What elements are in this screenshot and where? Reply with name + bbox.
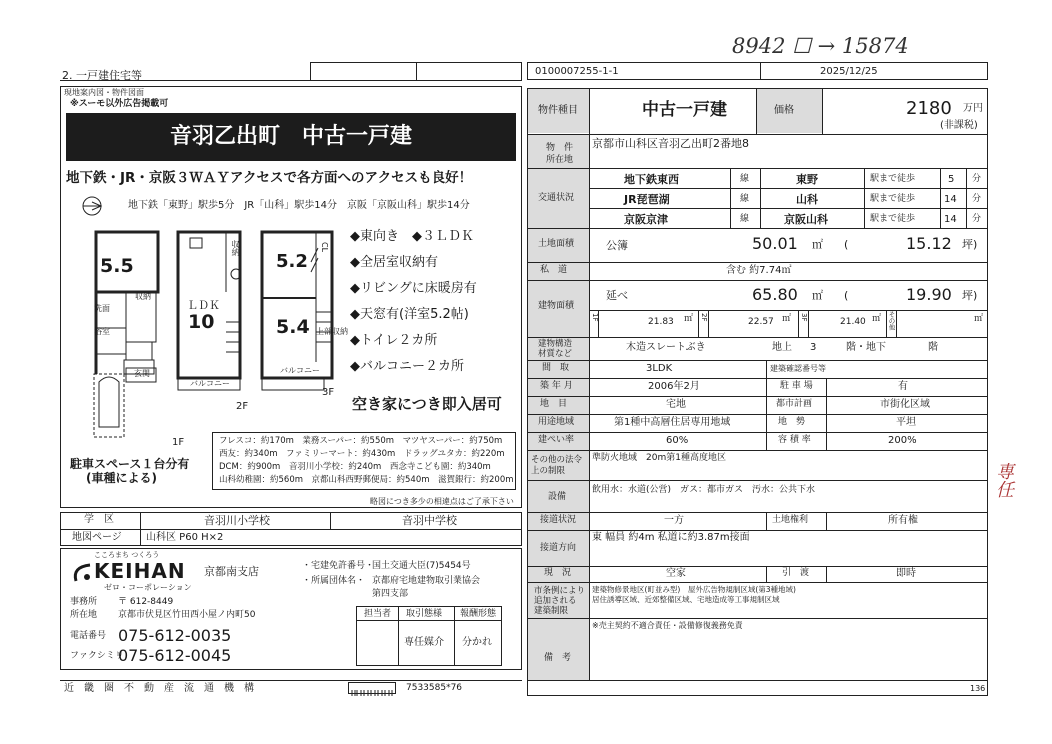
room-entrance: 玄関 — [134, 369, 150, 378]
footer-code: 7533585*76 — [406, 683, 463, 693]
structure-label: 建物構造 材質など — [538, 339, 573, 359]
line-name: JR琵琶湖 — [624, 193, 670, 206]
line-name: 地下鉄東西 — [624, 173, 679, 186]
station-name: 山科 — [796, 193, 818, 206]
min-unit: 分 — [972, 194, 982, 204]
building-area-sqm: 65.80 — [752, 285, 798, 304]
station-name: 京阪山科 — [784, 213, 828, 226]
floor-area-2f: 22.57 — [748, 317, 774, 327]
property-type: 中古一戸建 — [642, 100, 727, 120]
building-area-label: 建物面積 — [538, 301, 575, 311]
floor-1f: 1F — [172, 437, 185, 448]
room-wash: 洗面 — [94, 304, 110, 313]
layout-label: 間 取 — [542, 363, 570, 373]
direction-value: 東 幅員 約4m 私道に約3.87m接面 — [592, 532, 750, 543]
nearby-box — [212, 432, 516, 490]
floor-area-3f: 21.40 — [840, 317, 866, 327]
confirm-label: 建築確認番号等 — [770, 364, 826, 373]
handwritten-annotation: 8942 ☐ → 15874 — [732, 34, 909, 58]
floor-label-1f: 1F — [591, 313, 599, 322]
feature-item: ◆天窓有(洋室5.2帖) — [350, 307, 469, 322]
walk-minutes: 5 — [948, 174, 955, 185]
parking-label: 駐 車 場 — [780, 381, 813, 391]
office-address: 京都市伏見区竹田西小屋ノ内町50 — [118, 610, 256, 620]
ad-note-2: ※スーモ以外広告掲載可 — [70, 99, 169, 109]
sqm-unit: ㎡ — [872, 314, 882, 324]
feature-item: ◆東向き ◆３ＬＤＫ — [350, 229, 474, 244]
walk-minutes: 14 — [944, 214, 957, 225]
license-label: ・宅建免許番号・ — [302, 561, 375, 571]
terrain-label: 地 勢 — [778, 417, 806, 427]
nearby-line: 西友：約340m ファミリーマート：約430m ドラッグユタカ：約220m — [219, 449, 505, 459]
price-value: 2180 — [906, 98, 952, 119]
road-label: 接道状況 — [540, 515, 577, 525]
line-suffix: 線 — [740, 214, 750, 224]
walk-label: 駅まで徒歩 — [870, 194, 916, 204]
price-tax: (非課税) — [940, 120, 978, 131]
staff-label: 担当者 — [364, 609, 392, 619]
feature-item: ◆バルコニー２カ所 — [350, 359, 464, 374]
city-label: 都市計画 — [776, 399, 813, 409]
keihan-logo-icon — [70, 561, 94, 585]
compass-icon — [80, 194, 104, 218]
above-ground-label: 地上 — [772, 342, 792, 353]
structure-value: 木造スレートぶき — [626, 342, 706, 353]
map-note: 略図につき多少の相違点はご了承下さい — [370, 497, 514, 506]
floor-label-other: その他 — [887, 311, 896, 331]
nearby-line: 山科幼稚園：約560m 京都山科西野郵便局：約540m 滋賀銀行：約200m — [219, 475, 514, 485]
status-value: 空家 — [666, 568, 686, 579]
coverage-value: 60% — [666, 435, 689, 446]
price-label: 価格 — [774, 105, 794, 116]
ad-title: 音羽乙出町 中古一戸建 — [169, 124, 412, 149]
fax-number: 075-612-0045 — [118, 646, 232, 665]
land-area-tsubo: 15.12 — [906, 234, 952, 253]
min-unit: 分 — [972, 174, 982, 184]
room-closet-1f: 収納 — [135, 292, 151, 301]
elem-school: 音羽川小学校 — [204, 514, 270, 527]
status-label: 現 況 — [544, 568, 572, 578]
min-unit: 分 — [972, 214, 982, 224]
floor-label-3f: 3F — [800, 313, 808, 322]
tsubo-unit: 坪) — [962, 289, 978, 302]
school-label: 学 区 — [84, 514, 114, 525]
doc-date: 2025/12/25 — [820, 66, 878, 77]
barcode-box — [348, 682, 396, 694]
direction-label: 接道方向 — [540, 543, 577, 553]
rights-label: 土地権利 — [772, 515, 809, 525]
map-page-label: 地図ページ — [72, 532, 122, 543]
parking-value: 有 — [898, 381, 908, 392]
floor-2f: 2F — [236, 401, 249, 412]
reward-label: 報酬形態 — [460, 609, 497, 619]
type-label: 物件種目 — [538, 105, 578, 116]
notes-label: 備 考 — [544, 653, 572, 663]
land-cat-value: 宅地 — [666, 399, 686, 410]
address-label: 所在地 — [70, 610, 98, 620]
logo-ruby: こころまち つくろう — [94, 551, 160, 559]
basement-unit: 階 — [928, 342, 938, 353]
nearby-line: DCM：約900m 音羽川小学校：約240m 西念寺こども園：約340m — [219, 462, 491, 472]
license-number: 国土交通大臣(7)5454号 — [372, 561, 471, 571]
handover-value: 即時 — [896, 568, 916, 579]
zone-label: 用途地域 — [538, 417, 575, 427]
zone-value: 第1種中高層住居専用地域 — [614, 417, 731, 428]
association-name: 京都府宅地建物取引業協会 — [372, 576, 481, 586]
walk-label: 駅まで徒歩 — [870, 214, 916, 224]
land-area-sqm: 50.01 — [752, 234, 798, 253]
ordinance-label: 市条例により 追加される 建築制限 — [534, 586, 586, 616]
room-bath: 浴室 — [94, 327, 110, 336]
ad-title-banner — [66, 113, 516, 161]
built-value: 2006年2月 — [648, 381, 700, 392]
association-label: ・所属団体名・ — [302, 576, 366, 586]
trade-label: 取引態様 — [406, 609, 443, 619]
footer-org: 近 畿 圏 不 動 産 流 通 機 構 — [64, 683, 254, 694]
far-label: 容 積 率 — [778, 435, 811, 445]
floor-label-2f: 2F — [700, 313, 708, 322]
parking-note-2: (車種による) — [86, 471, 157, 485]
ad-note-1: 現地案内図・物件図面 — [64, 88, 144, 97]
page-number: 136 — [970, 684, 986, 693]
paren-open: ( — [844, 289, 849, 302]
company-branch: 京都南支店 — [204, 565, 259, 578]
equipment-label: 設備 — [548, 492, 567, 502]
ad-tagline: 地下鉄・JR・京阪３ＷＡＹアクセスで各方面へのアクセスも良好！ — [66, 170, 473, 186]
sqm-unit: ㎡ — [812, 289, 823, 302]
ad-access: 地下鉄「東野」駅歩5分 JR「山科」駅歩14分 京阪「京阪山科」駅歩14分 — [128, 200, 470, 211]
room-5-4: 5.4 — [276, 316, 310, 338]
coverage-label: 建ぺい率 — [538, 435, 575, 445]
city-value: 市街化区域 — [880, 399, 930, 410]
floor-area-1f: 21.83 — [648, 317, 674, 327]
trade-value: 専任媒介 — [404, 637, 444, 648]
land-type: 公簿 — [606, 239, 628, 252]
sqm-unit: ㎡ — [812, 238, 823, 251]
vacant-note: 空き家につき即入居可 — [352, 395, 502, 413]
handwritten-side-note: 専任 — [993, 462, 1014, 498]
private-road-label: 私 道 — [540, 265, 568, 275]
layout-value: 3LDK — [646, 363, 673, 374]
nearby-line: フレスコ：約170m 業務スーパー：約550m マツヤスーパー：約750m — [219, 436, 503, 446]
stories-unit: 階・地下 — [846, 342, 886, 353]
room-ldk-label: ＬＤＫ — [187, 299, 220, 312]
private-road-value: 含む 約7.74㎡ — [726, 265, 792, 276]
association-branch: 第四支部 — [372, 589, 409, 599]
map-page-value: 山科区 P60 H×2 — [146, 532, 224, 543]
tel-number: 075-612-0035 — [118, 626, 232, 645]
paren-open: ( — [844, 238, 849, 251]
station-name: 東野 — [796, 173, 818, 186]
reward-value: 分かれ — [462, 637, 492, 648]
land-cat-label: 地 目 — [540, 399, 568, 409]
legal-value: 準防火地域 20m第1種高度地区 — [592, 453, 726, 463]
sqm-unit: ㎡ — [684, 314, 694, 324]
junior-school: 音羽中学校 — [402, 514, 457, 527]
room-ldk: 10 — [188, 311, 215, 333]
walk-minutes: 14 — [944, 194, 957, 205]
equipment-value: 飲用水：水道(公営) ガス：都市ガス 汚水：公共下水 — [592, 485, 816, 495]
tel-label: 電話番号 — [70, 631, 107, 641]
rights-value: 所有権 — [888, 515, 918, 526]
property-address: 京都市山科区音羽乙出町2番地8 — [592, 137, 749, 150]
floor-3f: 3F — [322, 387, 335, 398]
office-zip: 〒 612-8449 — [118, 597, 174, 607]
notes-value: ※売主契約不適合責任・設備修復義務免責 — [592, 621, 743, 630]
handover-label: 引 渡 — [782, 568, 810, 578]
doc-number: 0100007255-1-1 — [535, 66, 619, 77]
room-closet-2f: 収納 — [231, 240, 240, 256]
line-suffix: 線 — [740, 194, 750, 204]
feature-item: ◆トイレ２カ所 — [350, 333, 438, 348]
building-type: 延べ — [606, 289, 628, 302]
line-name: 京阪京津 — [624, 213, 668, 226]
road-value: 一方 — [664, 515, 684, 526]
company-logo: KEIHAN — [94, 559, 186, 583]
address-label: 物 件 所在地 — [546, 143, 574, 165]
feature-item: ◆リビングに床暖房有 — [350, 281, 477, 296]
room-upper-storage: 上部収納 — [316, 327, 348, 336]
sqm-unit: ㎡ — [782, 314, 792, 324]
tsubo-unit: 坪) — [962, 238, 978, 251]
office-label: 事務所 — [70, 597, 98, 607]
building-area-tsubo: 19.90 — [906, 285, 952, 304]
price-unit: 万円 — [963, 103, 983, 114]
built-label: 築 年 月 — [540, 381, 573, 391]
ordinance-value: 建築物修景地区(町並み型) 屋外広告物規制区域(第3種地域) 居住誘導区域、近郊整備区域、宅地造成等工事規制区域 — [592, 585, 796, 604]
room-balcony-3f: バルコニー — [280, 366, 320, 375]
legal-label: その他の法令上の制限 — [531, 455, 583, 476]
room-5-2: 5.2 — [276, 251, 308, 272]
far-value: 200% — [888, 435, 917, 446]
feature-item: ◆全居室収納有 — [350, 255, 438, 270]
stories: 3 — [810, 342, 817, 353]
walk-label: 駅まで徒歩 — [870, 174, 916, 184]
traffic-label: 交通状況 — [538, 193, 575, 203]
company-sub: ゼロ・コーポレーション — [104, 583, 192, 592]
fax-label: ファクシミリ — [70, 651, 124, 661]
room-balcony-2f: バルコニー — [190, 379, 230, 388]
land-label: 土地面積 — [538, 239, 575, 249]
parking-note: 駐車スペース１台分有 — [70, 457, 190, 471]
terrain-value: 平坦 — [896, 417, 916, 428]
line-suffix: 線 — [740, 174, 750, 184]
sqm-unit: ㎡ — [974, 314, 984, 324]
section-label: 2. 一戸建住宅等 — [62, 69, 142, 82]
room-cl-3f: CL — [320, 242, 329, 253]
room-5-5: 5.5 — [100, 255, 134, 277]
